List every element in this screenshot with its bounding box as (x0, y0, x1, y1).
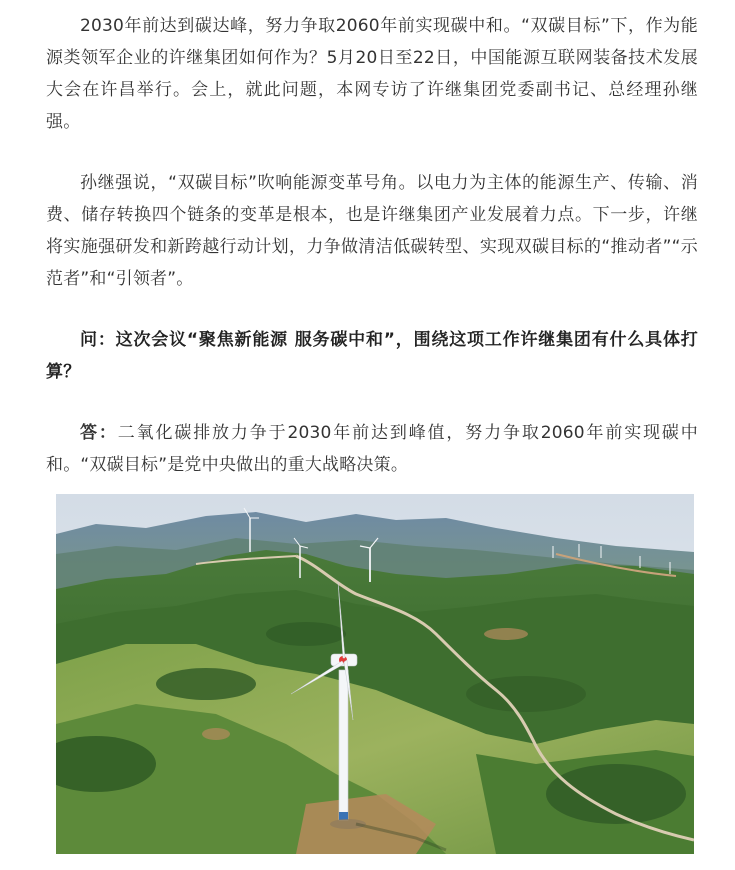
question-label: 问： (80, 330, 116, 350)
paragraph-quote: 孙继强说，“双碳目标”吹响能源变革号角。以电力为主体的能源生产、传输、消费、储存转换四个链条的变革是根本，也是许继集团产业发展着力点。下一步，许继将实施强研发和新跨越行动计划，力争做清洁低碳转型、实现双碳目标的“推动者”“示范者”和“引领者”。 (46, 173, 698, 289)
question-text: 这次会议“聚焦新能源 服务碳中和”，围绕这项工作许继集团有什么具体打算？ (46, 330, 698, 382)
wind-farm-illustration (56, 494, 694, 854)
wind-farm-photo (56, 494, 694, 854)
answer-paragraph (46, 417, 698, 481)
question-paragraph (46, 324, 698, 388)
answer-text: 二氧化碳排放力争于2030年前达到峰值，努力争取2060年前实现碳中和。“双碳目标”是党中央做出的重大战略决策。 (46, 423, 698, 475)
answer-label: 答： (80, 423, 118, 443)
article-body (46, 10, 698, 510)
paragraph-intro: 2030年前达到碳达峰，努力争取2060年前实现碳中和。“双碳目标”下，作为能源类领军企业的许继集团如何作为？5月20日至22日，中国能源互联网装备技术发展大会在许昌举行。会上，就此问题，本网专访了许继集团党委副书记、总经理孙继强。 (46, 16, 698, 132)
